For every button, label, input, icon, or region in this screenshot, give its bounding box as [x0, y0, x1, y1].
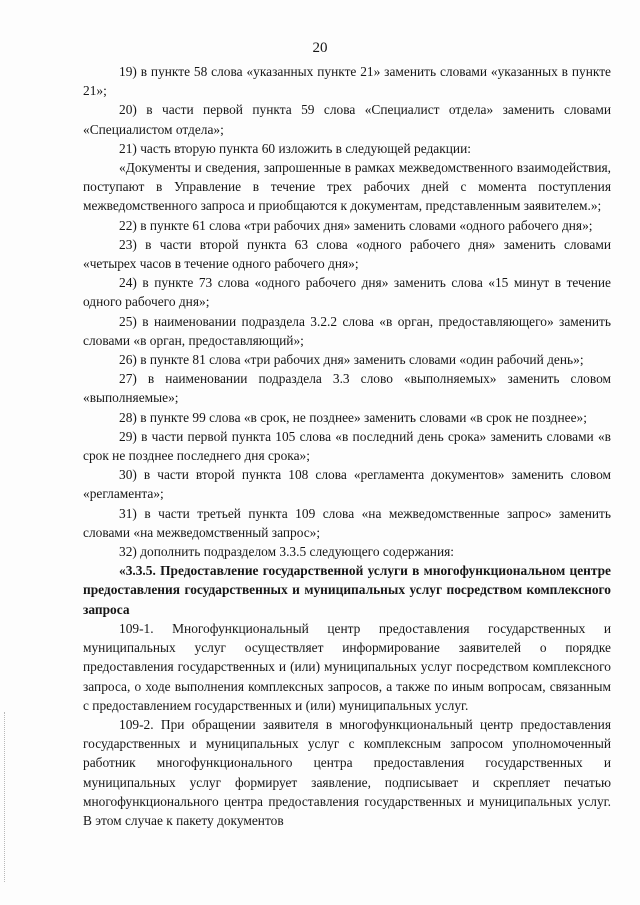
section-paragraph-109-2: 109-2. При обращении заявителя в многофункциональный центр предоставления государственных и муниципальных услуг с комплексным запросом уполномоченный работник многофункционального центра предоставления государственных и муниципальных услуг формирует заявление, подписывает и скрепляет печатью многофункционального центра предоставления государственных и муниципальных услуг. В этом случае к пакету документов — [83, 716, 611, 828]
document-body — [83, 62, 611, 830]
paragraph-item-32: 32) дополнить подразделом 3.3.5 следующего содержания: — [119, 544, 454, 560]
paragraph-item-23: 23) в части второй пункта 63 слова «одного рабочего дня» заменить словами «четырех часов в течение одного рабочего дня»; — [83, 236, 611, 272]
paragraph-item-20: 20) в части первой пункта 59 слова «Специалист отдела» заменить словами «Специалистом отдела»; — [83, 102, 611, 137]
page-number: 20 — [312, 40, 328, 56]
paragraph-item-29: 29) в части первой пункта 105 слова «в последний день срока» заменить словами «в срок не позднее последнего дня срока»; — [83, 428, 611, 464]
paragraph-item-27: 27) в наименовании подраздела 3.3 слово «выполняемых» заменить словом «выполняемые»; — [83, 371, 611, 406]
margin-scan-mark — [4, 712, 6, 882]
paragraph-item-31: 31) в части третьей пункта 109 слова «на межведомственные запрос» заменить словами «на межведомственный запрос»; — [83, 505, 611, 540]
paragraph-item-25: 25) в наименовании подраздела 3.2.2 слова «в орган, предоставляющего» заменить словами «в орган, предоставляющий»; — [83, 313, 611, 348]
paragraph-item-30: 30) в части второй пункта 108 слова «регламента документов» заменить словом «регламента»; — [83, 467, 611, 502]
paragraph-item-22: 22) в пункте 61 слова «три рабочих дня» заменить словами «одного рабочего дня»; — [119, 217, 593, 233]
paragraph-quote-60: «Документы и сведения, запрошенные в рамках межведомственного взаимодействия, поступают в Управление в течение трех рабочих дней с момента поступления межведомственного запроса и приобщаются к документам, представленным заявителем.»; — [83, 160, 611, 214]
paragraph-item-19: 19) в пункте 58 слова «указанных пункте 21» заменить словами «указанных в пункте 21»; — [83, 64, 611, 99]
section-heading: «3.3.5. Предоставление государственной услуги в многофункциональном центре предоставления государственных и муниципальных услуг посредством комплексного запроса — [83, 563, 611, 617]
paragraph-item-21: 21) часть вторую пункта 60 изложить в следующей редакции: — [119, 140, 471, 156]
paragraph-item-26: 26) в пункте 81 слова «три рабочих дня» заменить словами «один рабочий день»; — [119, 352, 584, 368]
paragraph-item-24: 24) в пункте 73 слова «одного рабочего дня» заменить слова «15 минут в течение одного рабочего дня»; — [83, 275, 611, 310]
paragraph-item-28: 28) в пункте 99 слова «в срок, не позднее» заменить словами «в срок не позднее»; — [119, 409, 587, 425]
section-paragraph-109-1: 109-1. Многофункциональный центр предоставления государственных и муниципальных услуг осуществляет информирование заявителей о порядке предоставления государственных и (или) муниципальных услуг посредством комплексного запроса, о ходе выполнения комплексных запросов, а также по иным вопросам, связанным с предоставлением государственных и (или) муниципальных услуг. — [83, 620, 611, 713]
